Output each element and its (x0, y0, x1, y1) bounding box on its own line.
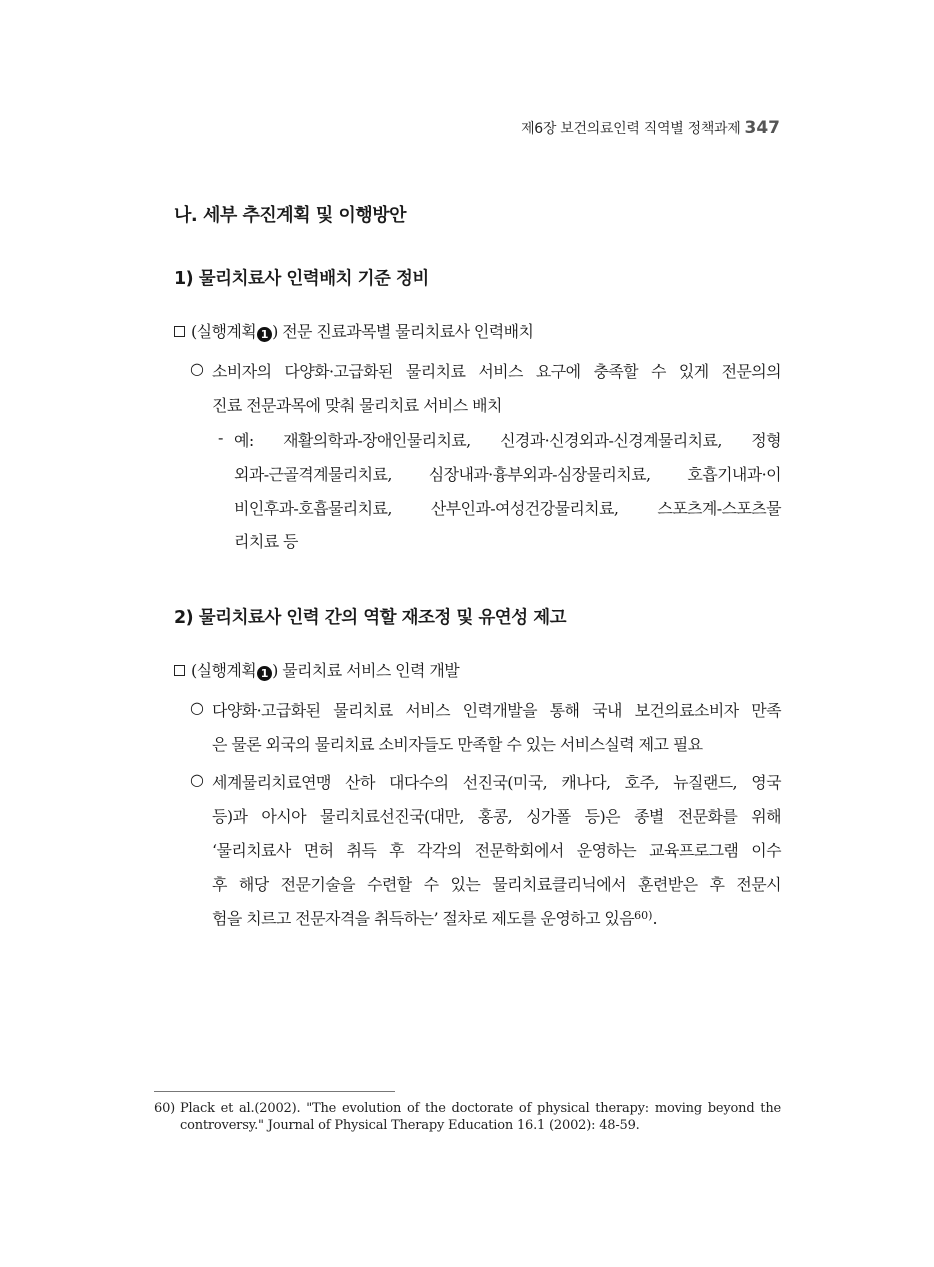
example-line: 예: 재활의학과-장애인물리치료, 신경과·신경외과-신경계물리치료, 정형 (234, 431, 781, 450)
footnote-marker: 60) (154, 1101, 176, 1116)
bullet-line: 은 물론 외국의 물리치료 소비자들도 만족할 수 있는 서비스실력 제고 필요 (212, 735, 703, 754)
subsection-2-plan (174, 658, 459, 681)
bullet-line-last (212, 906, 781, 929)
footnote-line: Plack et al.(2002). "The evolution of the doctorate of physical therapy: moving beyond the (180, 1101, 781, 1116)
plan-label-prefix: (실행계획 (191, 322, 257, 341)
subsection-1-example (218, 428, 781, 558)
subsection-1-bullet (190, 359, 781, 429)
circle-bullet-icon: ○ (190, 770, 204, 789)
subsection-1-plan (174, 319, 533, 342)
bullet-line: 세계물리치료연맹 산하 대다수의 선진국(미국, 캐나다, 호주, 뉴질랜드, 영국 (212, 773, 781, 792)
bullet-line-text: 험을 치르고 전문자격을 취득하는’ 절차로 제도를 운영하고 있음 (212, 909, 635, 928)
subsection-2-bullet-1 (190, 698, 781, 768)
circled-number-icon: 1 (257, 327, 272, 342)
checkbox-square-icon (174, 326, 185, 337)
dash-bullet-icon: - (218, 428, 223, 447)
circle-bullet-icon: ○ (190, 698, 204, 717)
bullet-line-end: . (652, 909, 657, 928)
checkbox-square-icon (174, 665, 185, 676)
subsection-2-bullet-2 (190, 770, 781, 940)
subsection-1-title: 1) 물리치료사 인력배치 기준 정비 (174, 269, 429, 289)
plan-label-text: ) 물리치료 서비스 인력 개발 (272, 661, 460, 680)
footnote-divider (154, 1091, 395, 1092)
footnote-ref[interactable]: 60) (634, 909, 653, 922)
circled-number-icon: 1 (257, 666, 272, 681)
example-line: 리치료 등 (234, 532, 298, 551)
circle-bullet-icon: ○ (190, 359, 204, 378)
example-line: 비인후과-호흡물리치료, 산부인과-여성건강물리치료, 스포츠계-스포츠물 (234, 499, 781, 518)
running-header (521, 118, 780, 138)
bullet-line: 다양화·고급화된 물리치료 서비스 인력개발을 통해 국내 보건의료소비자 만족 (212, 701, 781, 720)
chapter-title: 제6장 보건의료인력 직역별 정책과제 (521, 121, 741, 137)
bullet-line: 진료 전문과목에 맞춰 물리치료 서비스 배치 (212, 396, 502, 415)
bullet-line: 소비자의 다양화·고급화된 물리치료 서비스 요구에 충족할 수 있게 전문의의 (212, 362, 781, 381)
bullet-line: 등)과 아시아 물리치료선진국(대만, 홍콩, 싱가폴 등)은 종별 전문화를 위해 (212, 807, 781, 826)
bullet-line: 후 해당 전문기술을 수련할 수 있는 물리치료클리닉에서 훈련받은 후 전문시 (212, 875, 781, 894)
plan-label-prefix: (실행계획 (191, 661, 257, 680)
bullet-line: ‘물리치료사 면허 취득 후 각각의 전문학회에서 운영하는 교육프로그램 이수 (212, 841, 781, 860)
plan-label-text: ) 전문 진료과목별 물리치료사 인력배치 (272, 322, 534, 341)
subsection-2-title: 2) 물리치료사 인력 간의 역할 재조정 및 유연성 제고 (174, 608, 567, 628)
page-number: 347 (744, 118, 780, 138)
footnote-line: controversy." Journal of Physical Therapy Education 16.1 (2002): 48-59. (180, 1118, 640, 1133)
example-line: 외과-근골격계물리치료, 심장내과·흉부외과-심장물리치료, 호흡기내과·이 (234, 465, 781, 484)
section-title: 나. 세부 추진계획 및 이행방안 (174, 205, 407, 226)
